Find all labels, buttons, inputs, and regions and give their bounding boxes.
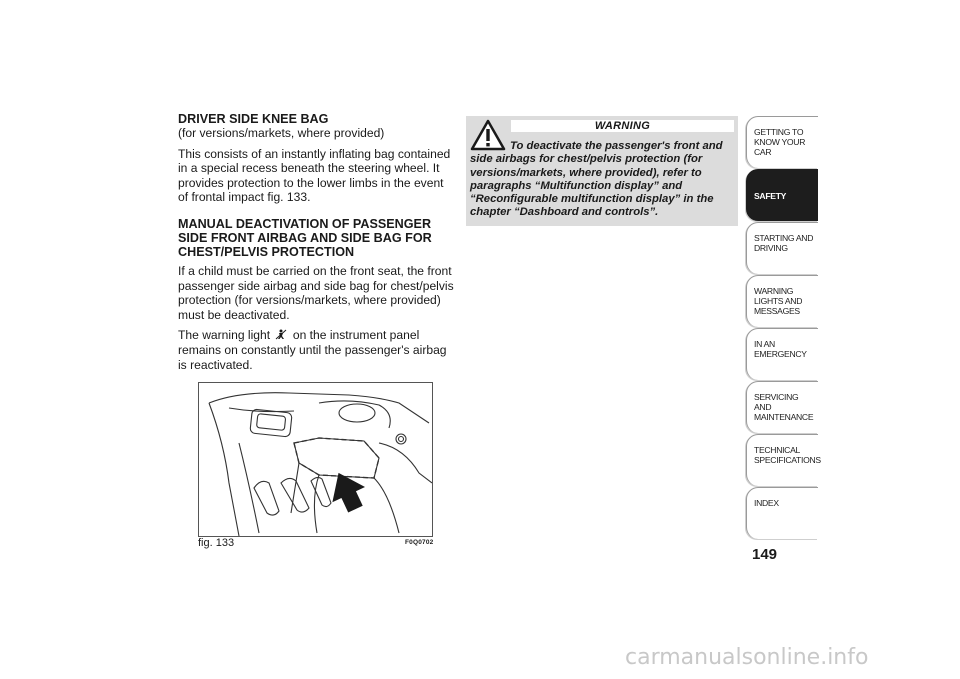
- warning-title: WARNING: [511, 120, 734, 132]
- section-heading-deactivation: MANUAL DEACTIVATION OF PASSENGER SIDE FRONT AIRBAG AND SIDE BAG FOR CHEST/PELVIS PROTECTION: [178, 216, 432, 259]
- figure-caption: fig. 133: [198, 537, 235, 549]
- passenger-airbag-off-icon: [275, 329, 287, 340]
- tab-in-an-emergency[interactable]: IN AN EMERGENCY: [746, 328, 818, 380]
- warning-light-text-before: The warning light: [178, 328, 271, 343]
- section-heading-knee-bag: DRIVER SIDE KNEE BAG: [178, 112, 329, 126]
- tab-technical-specifications[interactable]: TECHNICAL SPECIFICATIONS: [746, 434, 818, 486]
- warning-light-paragraph: [178, 328, 456, 372]
- knee-airbag-figure: [198, 382, 433, 537]
- warning-light-text-after: on the instrument panel remains on constantly until the passenger's airbag is reactivated.: [178, 328, 447, 372]
- warning-box: [466, 116, 738, 226]
- page-number: 149: [752, 546, 778, 563]
- knee-airbag-illustration: [199, 383, 432, 536]
- footer-watermark: carmanualsonline.info: [625, 645, 869, 670]
- figure-code: F0Q0702: [405, 539, 434, 546]
- warning-text: To deactivate the passenger's front and side airbags for chest/pelvis protection (for versions/markets, where provided), refer to paragraphs “Multifunction display” and “Reconfigurable multifunction display” in the chapter “Dashboard and controls”.: [470, 140, 723, 219]
- left-column: [178, 112, 456, 378]
- tab-getting-to-know-your-car[interactable]: GETTING TO KNOW YOUR CAR: [746, 116, 818, 168]
- tab-servicing-and-maintenance[interactable]: SERVICING AND MAINTENANCE: [746, 381, 818, 433]
- tab-warning-lights-and-messages[interactable]: WARNING LIGHTS AND MESSAGES: [746, 275, 818, 327]
- knee-bag-description: This consists of an instantly inflating bag contained in a special recess beneath the steering wheel. It provides protection to the lower limbs in the event of frontal impact fig. 133.: [178, 146, 451, 205]
- deactivation-paragraph: If a child must be carried on the front seat, the front passenger side airbag and side bag for chest/pelvis protection (for versions/markets, where provided) must be deactivated.: [178, 263, 454, 322]
- tab-index[interactable]: INDEX: [746, 487, 818, 539]
- section-subtitle: (for versions/markets, where provided): [178, 126, 385, 140]
- tab-starting-and-driving[interactable]: STARTING AND DRIVING: [746, 222, 818, 274]
- chapter-tabs: [746, 116, 821, 540]
- tab-safety[interactable]: SAFETY: [746, 169, 818, 221]
